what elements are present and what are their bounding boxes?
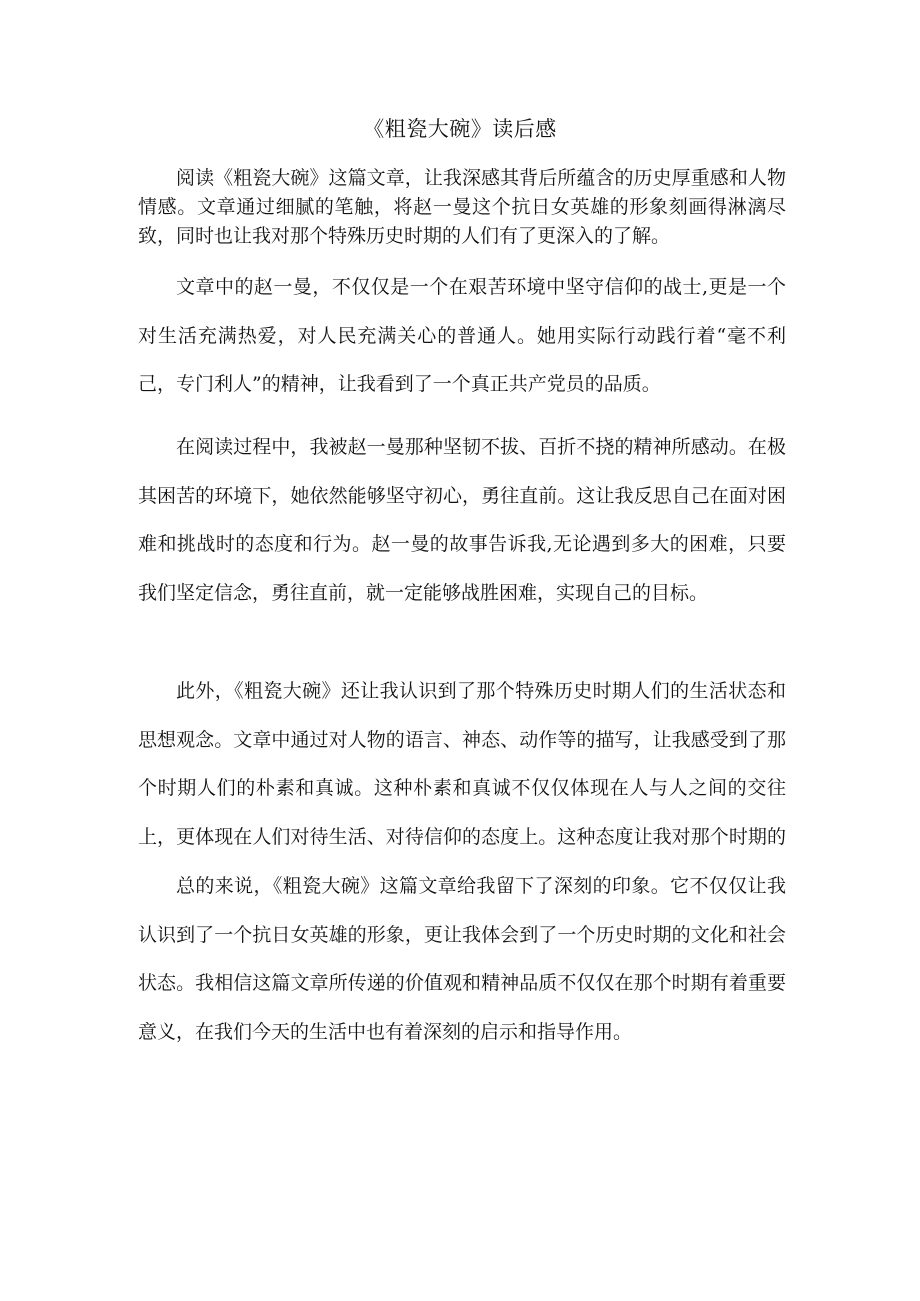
paragraph-2: 文章中的赵一曼，不仅仅是一个在艰苦环境中坚守信仰的战士,更是一个对生活充满热爱，对人民充满关心的普通人。她用实际行动践行着“毫不利己，专门利人”的精神，让我看到了一个真正共产党员的品质。	[138, 276, 786, 395]
document-title: 《粗瓷大碗》读后感	[363, 117, 557, 141]
paragraph-5: 总的来说，《粗瓷大碗》这篇文章给我留下了深刻的印象。它不仅仅让我认识到了一个抗日女英雄的形象，更让我体会到了一个历史时期的文化和社会状态。我相信这篇文章所传递的价值观和精神品质不仅仅在那个时期有着重要意义，在我们今天的生活中也有着深刻的启示和指导作用。	[138, 875, 786, 1043]
paragraph-4: 此外，《粗瓷大碗》还让我认识到了那个特殊历史时期人们的生活状态和思想观念。文章中通过对人物的语言、神态、动作等的描写，让我感受到了那个时期人们的朴素和真诚。这种朴素和真诚不仅仅体现在人与人之间的交往上，更体现在人们对待生活、对待信仰的态度上。这种态度让我对那个时期的	[138, 680, 786, 848]
paragraph-1: 阅读《粗瓷大碗》这篇文章，让我深感其背后所蕴含的历史厚重感和人物情感。文章通过细腻的笔触，将赵一曼这个抗日女英雄的形象刻画得淋漓尽致，同时也让我对那个特殊历史时期的人们有了更深入的了解。	[138, 167, 786, 247]
paragraph-3: 在阅读过程中，我被赵一曼那种坚韧不拔、百折不挠的精神所感动。在极其困苦的环境下，她依然能够坚守初心，勇往直前。这让我反思自己在面对困难和挑战时的态度和行为。赵一曼的故事告诉我,无论遇到多大的困难，只要我们坚定信念，勇往直前，就一定能够战胜困难，实现自己的目标。	[138, 436, 786, 604]
